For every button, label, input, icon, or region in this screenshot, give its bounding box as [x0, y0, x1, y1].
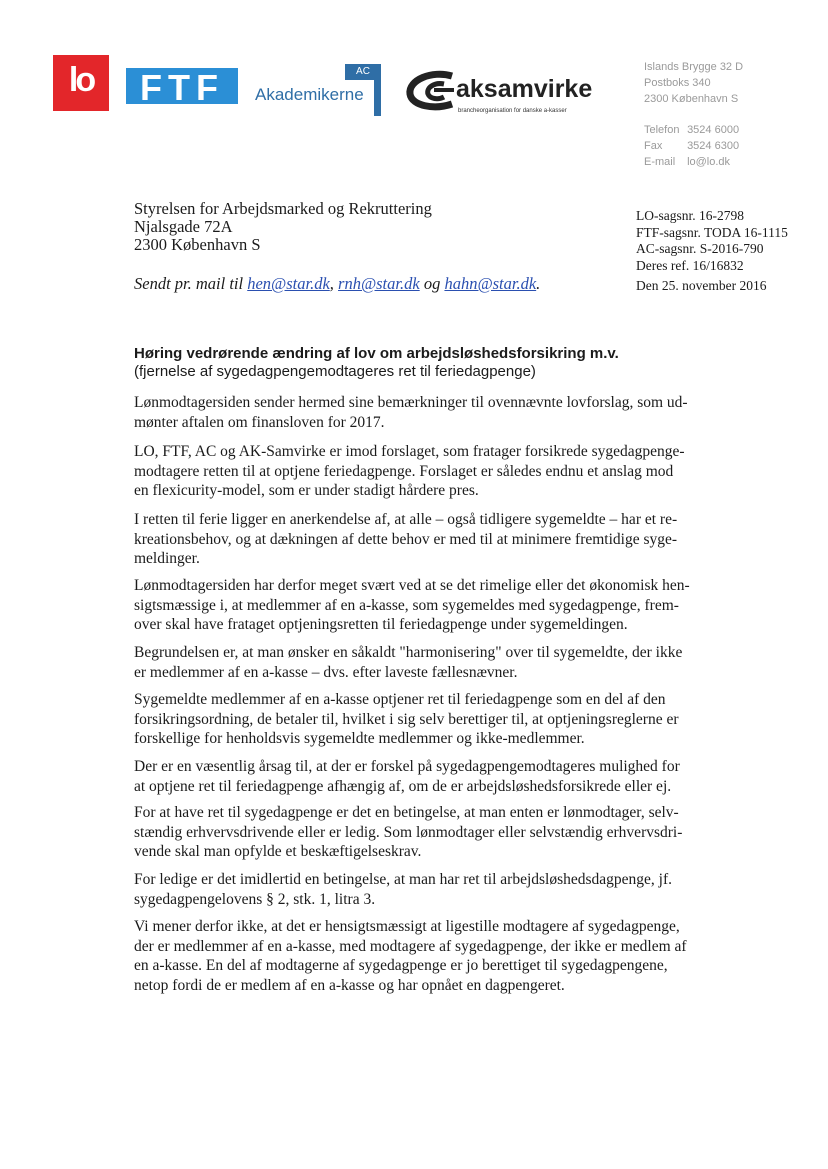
org-email — [644, 154, 730, 170]
akademikerne-logo-text: Akademikerne — [255, 85, 364, 104]
paragraph-line: modtagere retten til at optjene feriedagpenge. Forslaget er således endnu et anslag mod — [134, 462, 674, 480]
paragraph-5 — [134, 643, 690, 682]
subject-block — [134, 345, 619, 381]
sent-line — [134, 274, 540, 294]
org-address-line3: 2300 København S — [644, 93, 739, 105]
org-phone-value: 3524 6000 — [687, 124, 740, 136]
paragraph-7 — [134, 757, 690, 796]
paragraph-4 — [134, 576, 690, 635]
paragraph-line: Lønmodtagersiden sender hermed sine bemærkninger til ovennævnte lovforslag, som ud- — [134, 394, 688, 411]
org-address-line2: Postboks 340 — [644, 77, 711, 89]
email-link-hen[interactable]: hen@star.dk — [247, 274, 330, 293]
recipient-block — [134, 200, 432, 254]
paragraph-line: Begrundelsen er, at man ønsker en såkaldt "harmonisering" over til sygemeldte, der ikke — [134, 644, 683, 661]
org-email-label: E-mail — [644, 156, 676, 168]
paragraph-line: forskellige for henholdsvis sygemeldte medlemmer og ikke-medlemmer. — [134, 730, 585, 747]
paragraph-line: en flexicurity-model, som er under stadigt hårdere pres. — [134, 482, 479, 499]
lo-logo-text: lo — [68, 61, 94, 99]
ref-ftf: FTF-sagsnr. TODA 16-1115 — [636, 224, 788, 240]
org-fax — [644, 138, 739, 154]
email-link-hahn[interactable]: hahn@star.dk — [444, 274, 537, 293]
paragraph-2 — [134, 442, 690, 501]
ref-lo: LO-sagsnr. 16-2798 — [636, 208, 744, 223]
paragraph-line: For at have ret til sygedagpenge er det en betingelse, at man enten er lønmodtager, selv- — [134, 804, 679, 821]
email-link-rnh[interactable]: rnh@star.dk — [338, 274, 420, 293]
org-phone-label: Telefon — [644, 124, 680, 136]
paragraph-line: mønter aftalen om finansloven for 2017. — [134, 413, 385, 431]
paragraph-line: Vi mener derfor ikke, at det er hensigtsmæssigt at ligestille modtagere af sygedagpenge, — [134, 918, 680, 935]
sent-prefix: Sendt pr. mail til — [134, 274, 244, 293]
paragraph-line: en a-kasse. En del af modtagerne af sygedagpenge er jo berettiget til sygedagpengene, — [134, 957, 668, 974]
ref-deres: Deres ref. 16/16832 — [636, 257, 744, 273]
org-address-line1: Islands Brygge 32 D — [644, 61, 744, 73]
ac-logo-box-text: AC — [356, 66, 370, 77]
paragraph-1 — [134, 393, 690, 432]
recipient-line3: 2300 København S — [134, 235, 261, 254]
paragraph-9 — [134, 870, 690, 909]
paragraph-line: at optjene ret til feriedagpenge afhængig af, om de er arbejdsløshedsforsikrede eller ej. — [134, 777, 672, 795]
paragraph-8 — [134, 803, 690, 862]
org-phone — [644, 122, 739, 138]
paragraph-line: Lønmodtagersiden har derfor meget svært ved at se det rimelige eller det økonomisk hen- — [134, 577, 690, 594]
ac-logo-box — [345, 64, 381, 80]
paragraph-6 — [134, 690, 690, 749]
subject-subtitle: (fjernelse af sygedagpengemodtageres ret til feriedagpenge) — [134, 363, 536, 380]
org-email-value: lo@lo.dk — [687, 156, 731, 168]
paragraph-line: LO, FTF, AC og AK-Samvirke er imod forslaget, som fratager forsikrede sygedagpenge- — [134, 443, 685, 460]
paragraph-3 — [134, 510, 690, 569]
ftf-logo-text: FTF — [140, 68, 224, 104]
recipient-line1: Styrelsen for Arbejdsmarked og Rekruttering — [134, 199, 432, 218]
org-fax-label: Fax — [644, 140, 663, 152]
paragraph-line: er medlemmer af en a-kasse – dvs. efter laveste fællesnævner. — [134, 663, 518, 681]
sent-sep: , — [329, 274, 334, 293]
paragraph-line: sygedagpengelovens § 2, stk. 1, litra 3. — [134, 890, 376, 908]
paragraph-line: Der er en væsentlig årsag til, at der er forskel på sygedagpengemodtageres mulighed for — [134, 758, 680, 775]
sent-og: og — [423, 274, 441, 293]
subject-title: Høring vedrørende ændring af lov om arbejdsløshedsforsikring m.v. — [134, 345, 619, 362]
paragraph-10 — [134, 917, 690, 995]
paragraph-line: over skal have frataget optjeningsretten til feriedagpenge under sygemeldingen. — [134, 616, 628, 633]
paragraph-line: vende skal man opfylde et beskæftigelseskrav. — [134, 843, 422, 860]
paragraph-line: forsikringsordning, de betaler til, hvilket i sig selv berettiger til, at optjeningsreglerne er — [134, 710, 679, 728]
reference-block — [636, 208, 788, 274]
paragraph-line: sigtsmæssige i, at medlemmer af en a-kasse, som sygemeldes med sygedagpenge, frem- — [134, 596, 679, 614]
ac-logo-bar — [374, 80, 381, 116]
paragraph-line: netop fordi de er medlem af en a-kasse og har opnået en dagpengeret. — [134, 976, 565, 994]
paragraph-line: I retten til ferie ligger en anerkendelse af, at alle – også tidligere sygemeldte – har et re- — [134, 511, 678, 528]
ref-ac: AC-sagsnr. S-2016-790 — [636, 241, 764, 256]
letter-date: Den 25. november 2016 — [636, 278, 767, 293]
ftf-logo — [126, 68, 238, 104]
lo-logo — [53, 55, 109, 111]
paragraph-line: der er medlemmer af en a-kasse, med modtagere af sygedagpenge, der ikke er medlem af — [134, 937, 687, 955]
paragraph-line: kreationsbehov, og at dækningen af dette behov er med til at minimere fremtidige syge- — [134, 530, 678, 548]
paragraph-line: Sygemeldte medlemmer af en a-kasse optjener ret til feriedagpenge som en del af den — [134, 691, 666, 708]
org-fax-value: 3524 6300 — [687, 140, 740, 152]
paragraph-line: For ledige er det imidlertid en betingelse, at man har ret til arbejdsløshedsdagpenge, jf. — [134, 871, 673, 888]
aksamvirke-logo-text: aksamvirke — [456, 75, 593, 103]
recipient-line2: Njalsgade 72A — [134, 217, 233, 236]
paragraph-line: stændig erhvervsdrivende eller er ledig. Som lønmodtager eller selvstændig erhvervsdri- — [134, 823, 683, 841]
aksamvirke-logo-subtitle: brancheorganisation for danske a-kasser — [458, 108, 567, 114]
sent-end: . — [536, 274, 541, 293]
paragraph-line: meldinger. — [134, 550, 200, 567]
